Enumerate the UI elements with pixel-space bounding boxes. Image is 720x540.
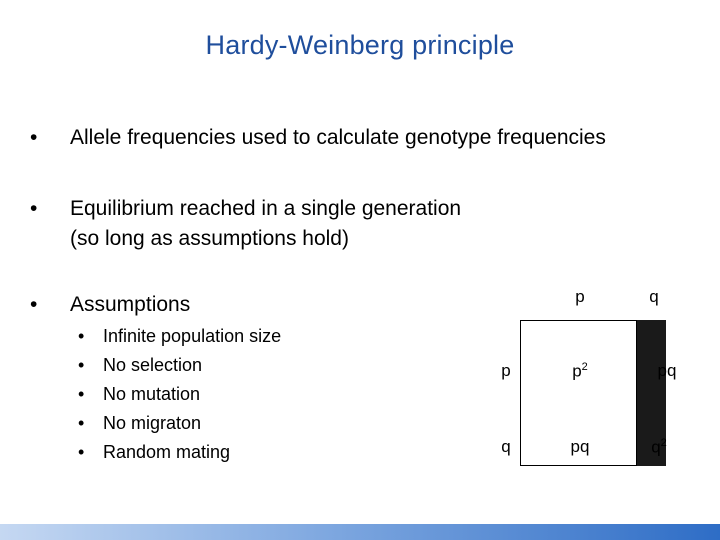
cell-exponent: 2 bbox=[660, 437, 667, 449]
bullet-text: Equilibrium reached in a single generation bbox=[70, 197, 462, 220]
list-item-text: No selection bbox=[103, 355, 203, 375]
sub-bullet-dot: • bbox=[78, 355, 85, 375]
assumptions-list bbox=[78, 322, 281, 467]
bullet-assumptions bbox=[30, 290, 190, 320]
bullet-equilibrium bbox=[30, 194, 461, 254]
sub-bullet-dot: • bbox=[78, 442, 85, 462]
cell-p-squared bbox=[560, 361, 600, 382]
cell-base: p bbox=[572, 361, 582, 381]
bullet-dot: • bbox=[30, 197, 38, 220]
list-item bbox=[78, 438, 281, 467]
cell-pq-top: pq bbox=[657, 361, 677, 380]
list-item-text: No migraton bbox=[103, 413, 202, 433]
bullet-dot: • bbox=[30, 293, 38, 316]
bullet-continuation: (so long as assumptions hold) bbox=[70, 227, 349, 250]
bullet-dot: • bbox=[30, 126, 38, 149]
sub-bullet-dot: • bbox=[78, 384, 85, 404]
list-item-text: No mutation bbox=[103, 384, 201, 404]
bullet-text: Assumptions bbox=[70, 293, 191, 316]
list-item bbox=[78, 380, 281, 409]
cell-pq-bottom: pq bbox=[570, 437, 590, 456]
footer-gradient-bar bbox=[0, 524, 720, 540]
bullet-text: Allele frequencies used to calculate genotype frequencies bbox=[70, 126, 606, 149]
sub-bullet-dot: • bbox=[78, 413, 85, 433]
sub-bullet-dot: • bbox=[78, 326, 85, 346]
list-item bbox=[78, 409, 281, 438]
row-header-q: q bbox=[501, 437, 511, 456]
cell-exponent: 2 bbox=[581, 361, 588, 373]
col-header-q: q bbox=[649, 287, 659, 306]
list-item-text: Infinite population size bbox=[103, 326, 282, 346]
cell-q-squared bbox=[637, 437, 681, 458]
row-header-p: p bbox=[501, 361, 511, 380]
list-item-text: Random mating bbox=[103, 442, 231, 462]
list-item bbox=[78, 322, 281, 351]
slide-title: Hardy-Weinberg principle bbox=[205, 30, 515, 60]
list-item bbox=[78, 351, 281, 380]
cell-base: q bbox=[651, 437, 661, 457]
bullet-allele-frequencies bbox=[30, 123, 606, 153]
col-header-p: p bbox=[575, 287, 585, 306]
